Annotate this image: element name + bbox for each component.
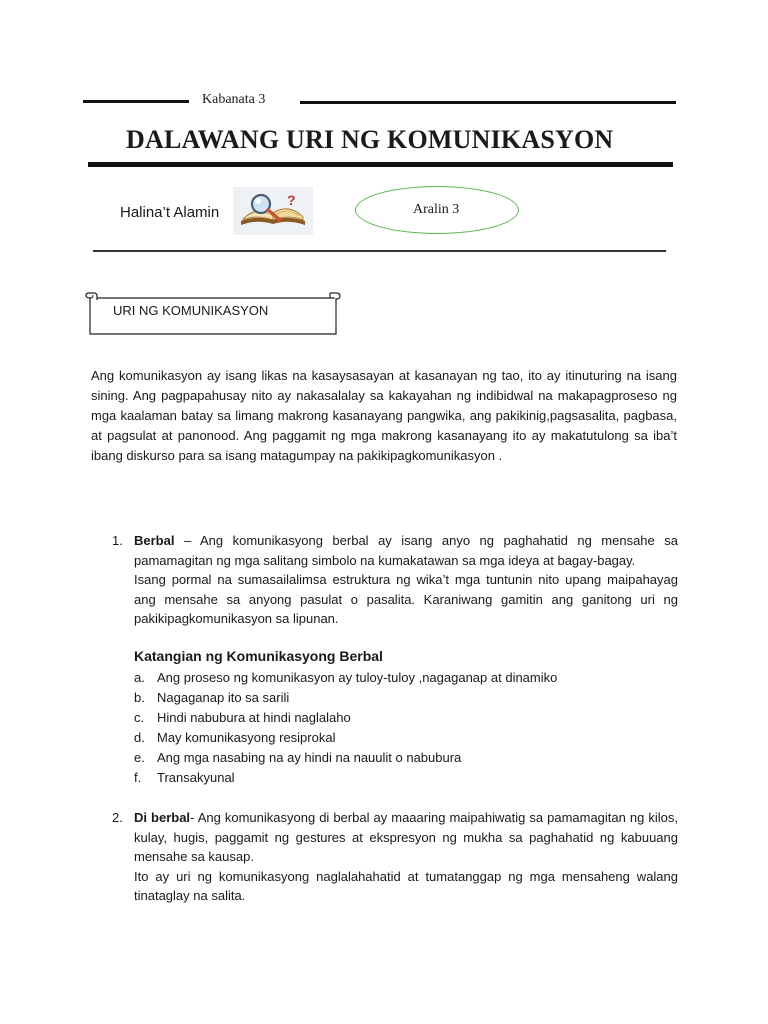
page-title: DALAWANG URI NG KOMUNIKASYON: [126, 125, 614, 154]
list-number-2: 2.: [112, 810, 123, 825]
section-banner-label: URI NG KOMUNIKASYON: [113, 303, 269, 318]
header-rule-right: [300, 101, 676, 104]
list-item: d. May komunikasyong resiprokal: [134, 730, 336, 745]
berbal-definition: Ang komunikasyong berbal ay isang anyo ng paghahatid ng mensahe sa pamamagitan ng mga salitang simbolo na kumakatawan sa mga ideya at bagay-bagay.: [134, 533, 678, 568]
list-item: b. Nagaganap ito sa sarili: [134, 690, 290, 705]
chapter-label: Kabanata 3: [202, 92, 266, 107]
header-rule-left: [83, 100, 189, 103]
berbal-description: Isang pormal na sumasailalimsa estruktura ng wika’t mga tuntunin nito upang maipahayag ang mensahe sa anyong pasulat o pasalita. Karaniwang gamitin ang ganitong uri ng pakikipagkomunikasyon sa lipunan.: [134, 572, 678, 626]
section-divider: [93, 250, 666, 252]
characteristics-list: [134, 668, 557, 788]
list-item: a. Ang proseso ng komunikasyon ay tuloy-tuloy ,nagaganap at dinamiko: [134, 670, 558, 685]
term-berbal: Berbal: [134, 533, 175, 548]
term-di-berbal: Di berbal: [134, 810, 191, 825]
di-berbal-description: Ito ay uri ng komunikasyong naglalahahatid at tumatanggap ng mga mensaheng walang tinataglay na salita.: [134, 868, 678, 903]
svg-text:?: ?: [287, 192, 296, 208]
di-berbal-definition: Ang komunikasyong di berbal ay maaaring maipahiwatig sa pamamagitan ng kilos, kulay, hugis, paggamit ng gestures at ekspresyon ng mukha sa paghahatid ng kabuuang mensahe sa kausap.: [134, 810, 678, 864]
intro-label: Halina’t Alamin: [120, 204, 220, 221]
book-magnifier-icon: [233, 187, 313, 235]
list-item: c. Hindi nabubura at hindi naglalaho: [134, 710, 351, 725]
list-item: f. Transakyunal: [134, 770, 235, 785]
term-separator: –: [174, 533, 200, 548]
characteristics-heading: Katangian ng Komunikasyong Berbal: [134, 648, 383, 664]
list-number-1: 1.: [112, 533, 123, 548]
lesson-label: Aralin 3: [413, 202, 460, 217]
title-underline: [88, 162, 673, 167]
list-item: e. Ang mga nasabing na ay hindi na nauulit o nabubura: [134, 750, 462, 765]
intro-paragraph: Ang komunikasyon ay isang likas na kasaysasayan at kasanayan ng tao, ito ay itinuturing na isang sining. Ang pagpapahusay nito ay nakasalalay sa kakayahan ng indibidwal na makapagproseso ng mga kaalaman batay sa limang makrong kasanayang pangwika, ang pakikinig,pagsasalita, pagbasa, at pagsulat at panonood. Ang paggamit ng mga makrong kasanayang ito ay makatutulong sa iba’t ibang diskurso para sa isang matagumpay na pakikipagkomunikasyon .: [91, 368, 677, 463]
list-item-berbal: [134, 531, 678, 629]
list-item-di-berbal: [134, 808, 678, 906]
term-separator: -: [190, 810, 198, 825]
